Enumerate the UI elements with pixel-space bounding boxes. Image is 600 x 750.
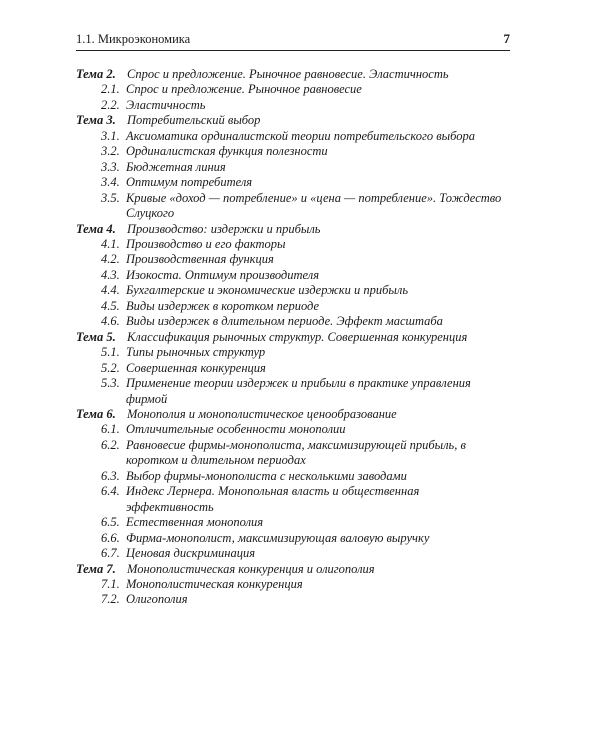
toc-number: Тема 5.	[76, 329, 116, 344]
toc-number: 7.2.	[101, 592, 120, 607]
toc-subsection	[76, 592, 510, 607]
toc-subsection	[76, 129, 510, 144]
toc-subsection	[76, 345, 510, 360]
toc-number: 3.1.	[101, 128, 120, 143]
toc-title: Применение теории издержек и прибыли в практике управления фирмой	[126, 376, 471, 406]
toc-topic	[76, 562, 510, 577]
toc-title: Бюджетная линия	[126, 159, 226, 174]
toc-topic	[76, 407, 510, 422]
toc-number: 4.2.	[101, 252, 120, 267]
toc-title: Ценовая дискриминация	[126, 546, 256, 561]
toc-number: 5.3.	[101, 376, 120, 391]
table-of-contents	[76, 67, 510, 608]
toc-number: Тема 2.	[76, 67, 116, 81]
toc-title: Виды издержек в коротком периоде	[126, 298, 320, 313]
toc-topic	[76, 222, 510, 237]
toc-subsection	[76, 546, 510, 561]
toc-title: Спрос и предложение. Рыночное равновесие	[126, 82, 362, 97]
toc-title: Отличительные особенности монополии	[126, 422, 346, 437]
toc-number: 6.1.	[101, 422, 120, 437]
toc-number: 5.2.	[101, 360, 120, 375]
toc-number: Тема 7.	[76, 561, 116, 576]
toc-title: Совершенная конкуренция	[126, 360, 266, 375]
toc-number: 4.6.	[101, 314, 120, 329]
toc-number: 3.4.	[101, 175, 120, 190]
toc-title: Равновесие фирмы-монополиста, максимизирующей прибыль, в коротком и длительном периодах	[126, 437, 466, 468]
toc-title: Эластичность	[126, 97, 206, 112]
toc-title: Производственная функция	[126, 252, 274, 267]
running-header	[76, 32, 510, 51]
toc-subsection	[76, 469, 510, 484]
toc-title: Оптимум потребителя	[126, 175, 253, 190]
toc-subsection	[76, 376, 510, 407]
toc-number: 7.1.	[101, 576, 120, 591]
toc-title: Производство и его факторы	[126, 236, 286, 251]
toc-topic	[76, 67, 510, 82]
toc-subsection	[76, 531, 510, 546]
toc-subsection	[76, 314, 510, 329]
toc-number: 2.1.	[101, 82, 120, 97]
toc-number: 6.4.	[101, 484, 120, 499]
toc-subsection	[76, 361, 510, 376]
toc-number: Тема 4.	[76, 221, 116, 236]
toc-number: 6.7.	[101, 546, 120, 561]
toc-number: Тема 3.	[76, 113, 116, 128]
toc-number: 3.3.	[101, 159, 120, 174]
toc-number: 6.3.	[101, 468, 120, 483]
toc-title: Естественная монополия	[126, 515, 264, 530]
toc-subsection	[76, 160, 510, 175]
toc-subsection	[76, 515, 510, 530]
toc-title: Аксиоматика ординалистской теории потребительского выбора	[126, 128, 475, 143]
toc-title: Виды издержек в длительном периоде. Эффект масштаба	[126, 314, 443, 329]
toc-subsection	[76, 299, 510, 314]
toc-number: Тема 6.	[76, 406, 116, 421]
toc-title: Ординалистская функция полезности	[126, 144, 328, 159]
toc-title: Монополистическая конкуренция и олигополия	[127, 561, 375, 576]
toc-subsection	[76, 98, 510, 113]
toc-title: Индекс Лернера. Монопольная власть и общественная эффективность	[126, 484, 420, 514]
toc-number: 4.1.	[101, 236, 120, 251]
toc-title: Производство: издержки и прибыль	[127, 221, 321, 236]
toc-number: 4.4.	[101, 283, 120, 298]
toc-subsection	[76, 191, 510, 222]
toc-subsection	[76, 484, 510, 515]
toc-topic	[76, 330, 510, 345]
toc-subsection	[76, 82, 510, 97]
toc-title: Типы рыночных структур	[126, 345, 266, 360]
toc-title: Изокоста. Оптимум производителя	[126, 267, 320, 282]
toc-title: Фирма-монополист, максимизирующая валовую выручку	[126, 530, 430, 545]
toc-subsection	[76, 577, 510, 592]
toc-topic	[76, 113, 510, 128]
toc-subsection	[76, 268, 510, 283]
toc-number: 4.5.	[101, 298, 120, 313]
toc-number: 2.2.	[101, 97, 120, 112]
toc-title: Спрос и предложение. Рыночное равновесие. Эластичность	[127, 67, 449, 81]
toc-subsection	[76, 422, 510, 437]
toc-number: 5.1.	[101, 345, 120, 360]
toc-number: 3.2.	[101, 144, 120, 159]
toc-number: 6.2.	[101, 437, 120, 452]
toc-subsection	[76, 438, 510, 469]
toc-title: Монополия и монополистическое ценообразование	[127, 406, 397, 421]
toc-number: 3.5.	[101, 190, 120, 205]
toc-subsection	[76, 283, 510, 298]
section-title: 1.1. Микроэкономика	[76, 32, 191, 46]
toc-title: Кривые «доход — потребление» и «цена — потребление». Тождество Слуцкого	[126, 190, 502, 221]
toc-title: Олигополия	[126, 592, 188, 607]
toc-number: 6.5.	[101, 515, 120, 530]
toc-title: Монополистическая конкуренция	[126, 576, 303, 591]
toc-title: Классификация рыночных структур. Совершенная конкуренция	[127, 329, 468, 344]
toc-number: 6.6.	[101, 530, 120, 545]
toc-subsection	[76, 252, 510, 267]
toc-subsection	[76, 175, 510, 190]
toc-title: Потребительский выбор	[127, 113, 261, 128]
toc-title: Бухгалтерские и экономические издержки и прибыль	[126, 283, 409, 298]
toc-subsection	[76, 144, 510, 159]
page-number: 7	[503, 31, 510, 46]
toc-subsection	[76, 237, 510, 252]
toc-number: 4.3.	[101, 267, 120, 282]
toc-title: Выбор фирмы-монополиста с несколькими заводами	[126, 468, 407, 483]
